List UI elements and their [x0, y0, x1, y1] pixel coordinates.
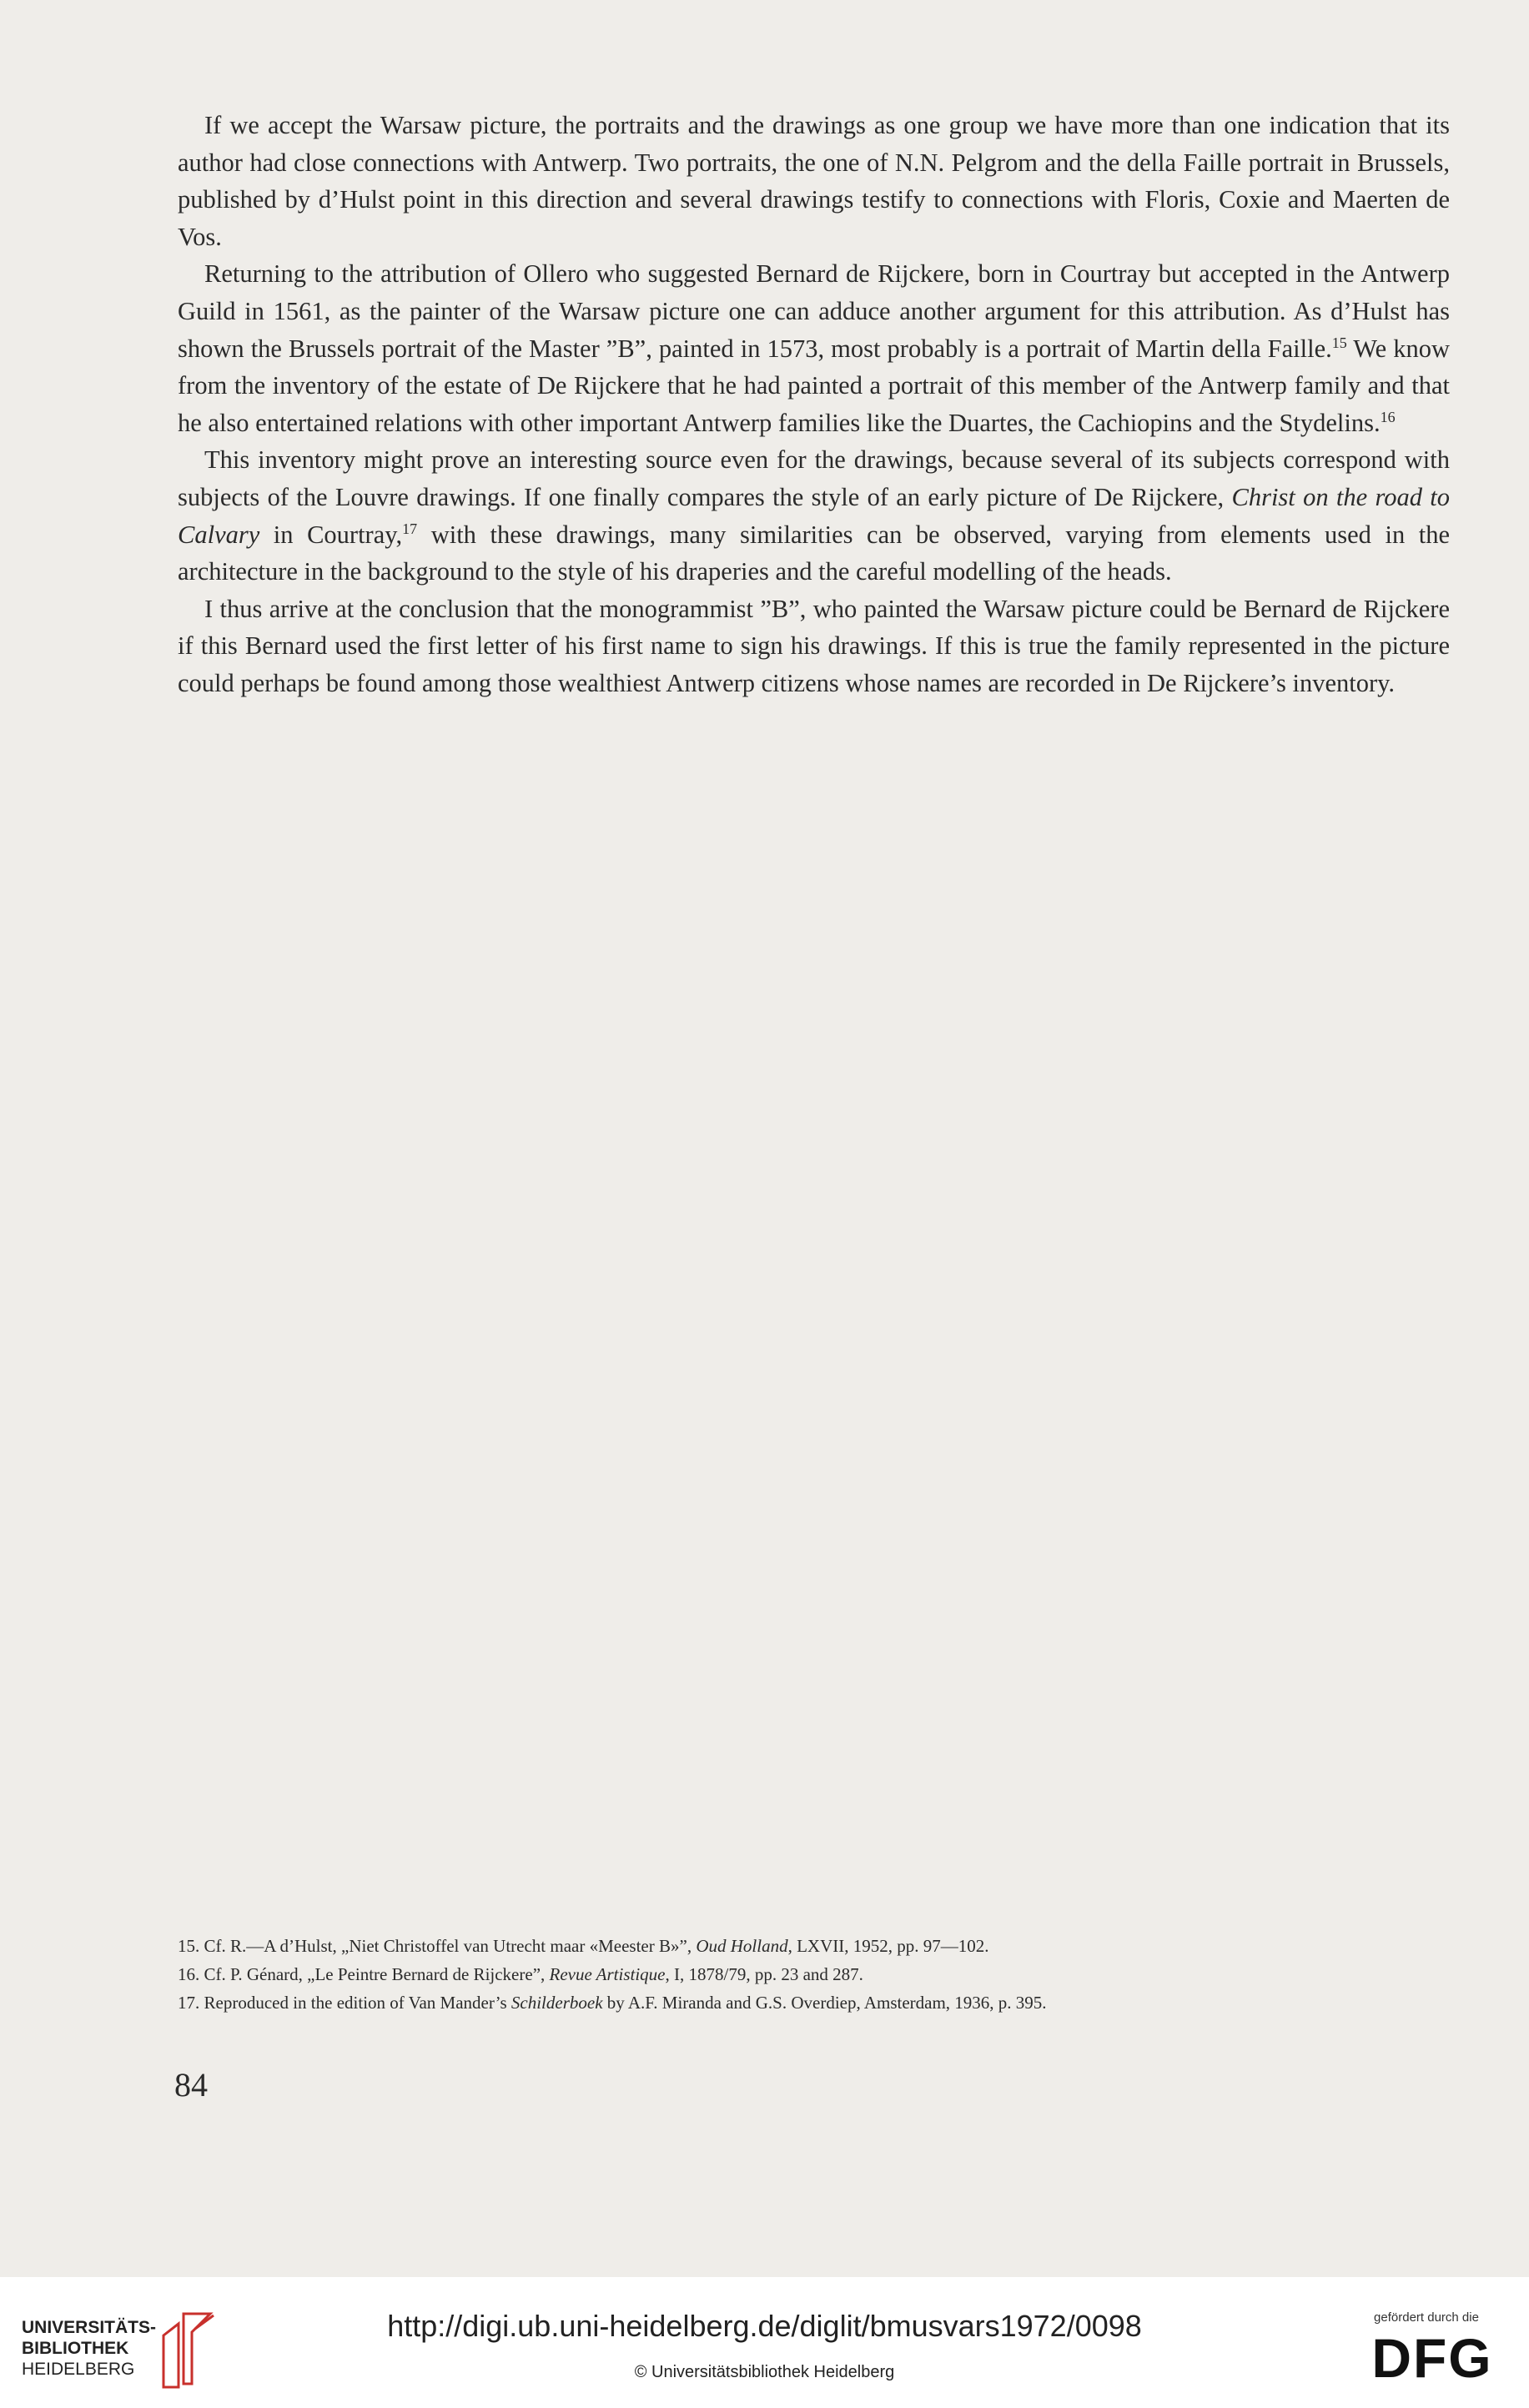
text-run: 17. Reproduced in the edition of Van Mander’s [178, 1993, 511, 2013]
library-name-line: HEIDELBERG [22, 2360, 135, 2379]
library-name-line: UNIVERSITÄTS- [22, 2318, 157, 2337]
paragraph [178, 441, 1450, 590]
paragraph [178, 591, 1450, 702]
footnotes [178, 1932, 1454, 2017]
text-run: This inventory might prove an interesting source even for the drawings, because several of its subjects correspond with subjects of the Louvre drawings. If one finally compares the style of an early picture of De Rijckere, [178, 445, 1450, 511]
copyright-notice: © Universitätsbibliothek Heidelberg [634, 2363, 895, 2381]
paragraph [178, 255, 1450, 441]
text-run: 15. Cf. R.—A d’Hulst, „Niet Christoffel van Utrecht maar «Meester B»”, [178, 1936, 697, 1956]
text-run: If we accept the Warsaw picture, the portraits and the drawings as one group we have more than one indication that its author had close connections with Antwerp. Two portraits, the one of N.N. Pelgrom and the della Faille portrait in Brussels, published by d’Hulst point in this direction and several drawings testify to connections with Floris, Coxie and Maerten de Vos. [178, 111, 1450, 251]
italic-title: Schilderboek [511, 1993, 603, 2013]
text-run: by A.F. Miranda and G.S. Overdiep, Amsterdam, 1936, p. 395. [602, 1993, 1047, 2013]
footnote [178, 1988, 1454, 2017]
text-run: , LXVII, 1952, pp. 97—102. [787, 1936, 989, 1956]
italic-title: Christ on the road to Calvary [178, 482, 1450, 549]
footnote [178, 1960, 1454, 1988]
library-mark-icon [158, 2307, 217, 2390]
funding-note: gefördert durch die [1374, 2310, 1479, 2325]
text-run: We know from the inventory of the estate of De Rijckere that he had painted a portrait of this member of the Antwerp family and that he also entertained relations with other important Antwerp families like the Duartes, the Cachiopins and the Stydelins. [178, 334, 1450, 437]
library-logo [0, 2277, 250, 2408]
permalink-url[interactable]: http://digi.ub.uni-heidelberg.de/diglit/bmusvars1972/0098 [387, 2309, 1142, 2343]
library-name [22, 2317, 156, 2380]
footnote [178, 1932, 1454, 1960]
dfg-logo: DFG [1371, 2327, 1493, 2389]
body-text [178, 107, 1450, 702]
text-run: Returning to the attribution of Ollero who suggested Bernard de Rijckere, born in Courtray but accepted in the Antwerp Guild in 1561, as the painter of the Warsaw picture one can adduce another argument for this attribution. As d’Hulst has shown the Brussels portrait of the Master ”B”, painted in 1573, most probably is a portrait of Martin della Faille. [178, 259, 1450, 363]
footnote-ref: 16 [1380, 408, 1396, 425]
footnote-ref: 17 [402, 520, 418, 537]
italic-title: Oud Holland [696, 1936, 788, 1956]
page-number: 84 [174, 2066, 208, 2104]
footnote-ref: 15 [1331, 334, 1347, 351]
italic-title: Revue Artistique [549, 1964, 666, 1984]
text-run: with these drawings, many similarities can be observed, varying from elements used in the architecture in the background to the style of his draperies and the careful modelling of the heads. [178, 520, 1451, 586]
library-name-line: BIBLIOTHEK [22, 2339, 129, 2358]
digitization-footer [0, 2277, 1529, 2408]
text-run: I thus arrive at the conclusion that the monogrammist ”B”, who painted the Warsaw picture could be Bernard de Rijckere if this Bernard used the first letter of his first name to sign his drawings. If this is true the family represented in the picture could perhaps be found among those wealthiest Antwerp citizens whose names are recorded in De Rijckere’s inventory. [178, 594, 1450, 697]
paragraph [178, 107, 1450, 255]
text-run: in Courtray, [259, 520, 403, 549]
text-run: 16. Cf. P. Génard, „Le Peintre Bernard de Rijckere”, [178, 1964, 550, 1984]
text-run: , I, 1878/79, pp. 23 and 287. [665, 1964, 863, 1984]
